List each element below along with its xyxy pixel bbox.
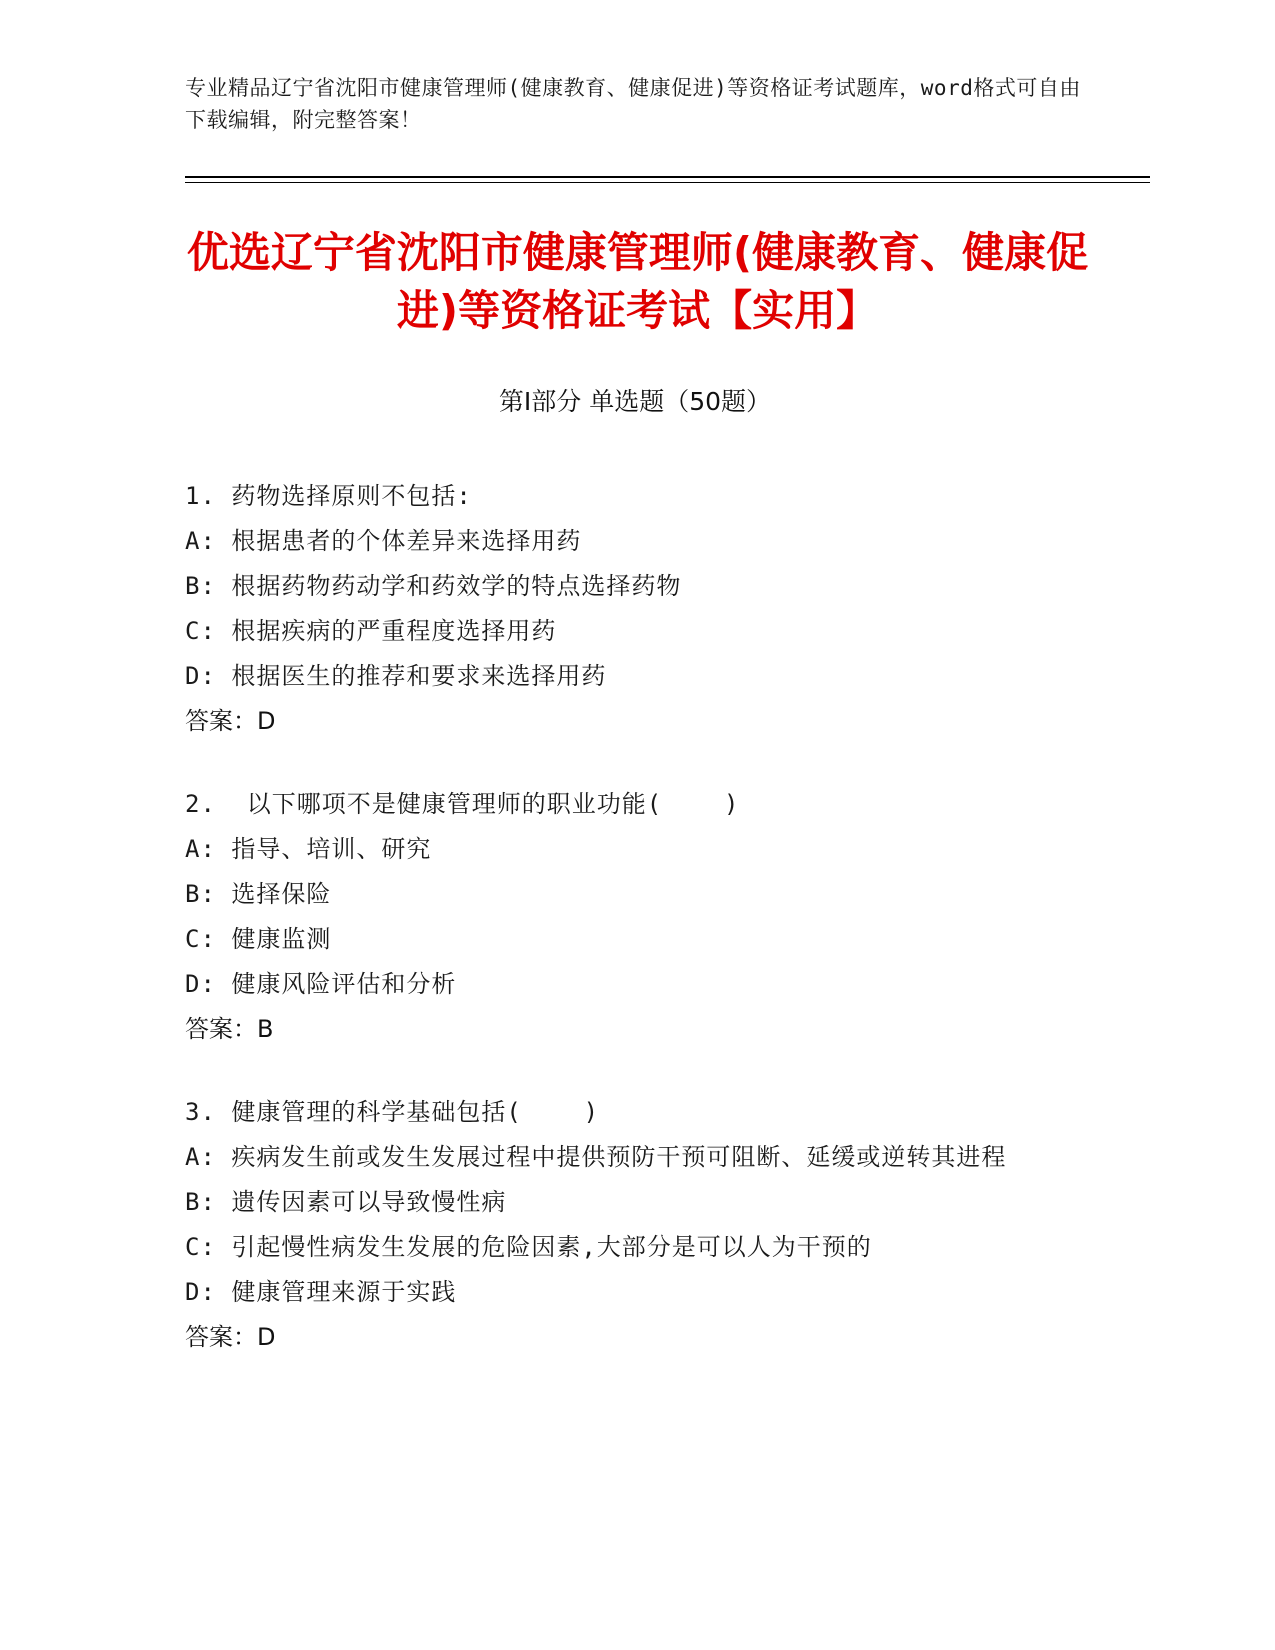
option-a: A: 疾病发生前或发生发展过程中提供预防干预可阻断、延缓或逆转其进程 [185,1143,1007,1171]
question-stem: 2. 以下哪项不是健康管理师的职业功能( ) [185,790,740,818]
option-b: B: 选择保险 [185,880,332,908]
question-stem: 3. 健康管理的科学基础包括( ) [185,1098,600,1126]
question-list [185,474,1085,1398]
section-title: 第Ⅰ部分 单选题（50题） [498,387,772,416]
option-c: C: 引起慢性病发生发展的危险因素,大部分是可以人为干预的 [185,1233,872,1261]
option-a: A: 根据患者的个体差异来选择用药 [185,527,582,555]
option-b: B: 遗传因素可以导致慢性病 [185,1188,507,1216]
question-3 [185,1090,1085,1360]
option-d: D: 健康管理来源于实践 [185,1278,457,1306]
option-a: A: 指导、培训、研究 [185,835,432,863]
option-c: C: 健康监测 [185,925,332,953]
option-d: D: 根据医生的推荐和要求来选择用药 [185,662,607,690]
document-title: 优选辽宁省沈阳市健康管理师(健康教育、健康促进)等资格证考试【实用】 [186,228,1089,335]
answer: 答案：B [185,1015,274,1043]
option-c: C: 根据疾病的严重程度选择用药 [185,617,557,645]
question-1 [185,474,1085,744]
option-b: B: 根据药物药动学和药效学的特点选择药物 [185,572,682,600]
answer: 答案：D [185,1323,276,1351]
header-rule-thin [185,182,1150,183]
header-rule-thick [185,176,1150,178]
answer: 答案：D [185,707,276,735]
question-stem: 1. 药物选择原则不包括: [185,482,472,510]
option-d: D: 健康风险评估和分析 [185,970,457,998]
question-2 [185,782,1085,1052]
header-note: 专业精品辽宁省沈阳市健康管理师(健康教育、健康促进)等资格证考试题库，word格式可自由下载编辑，附完整答案！ [185,76,1081,132]
